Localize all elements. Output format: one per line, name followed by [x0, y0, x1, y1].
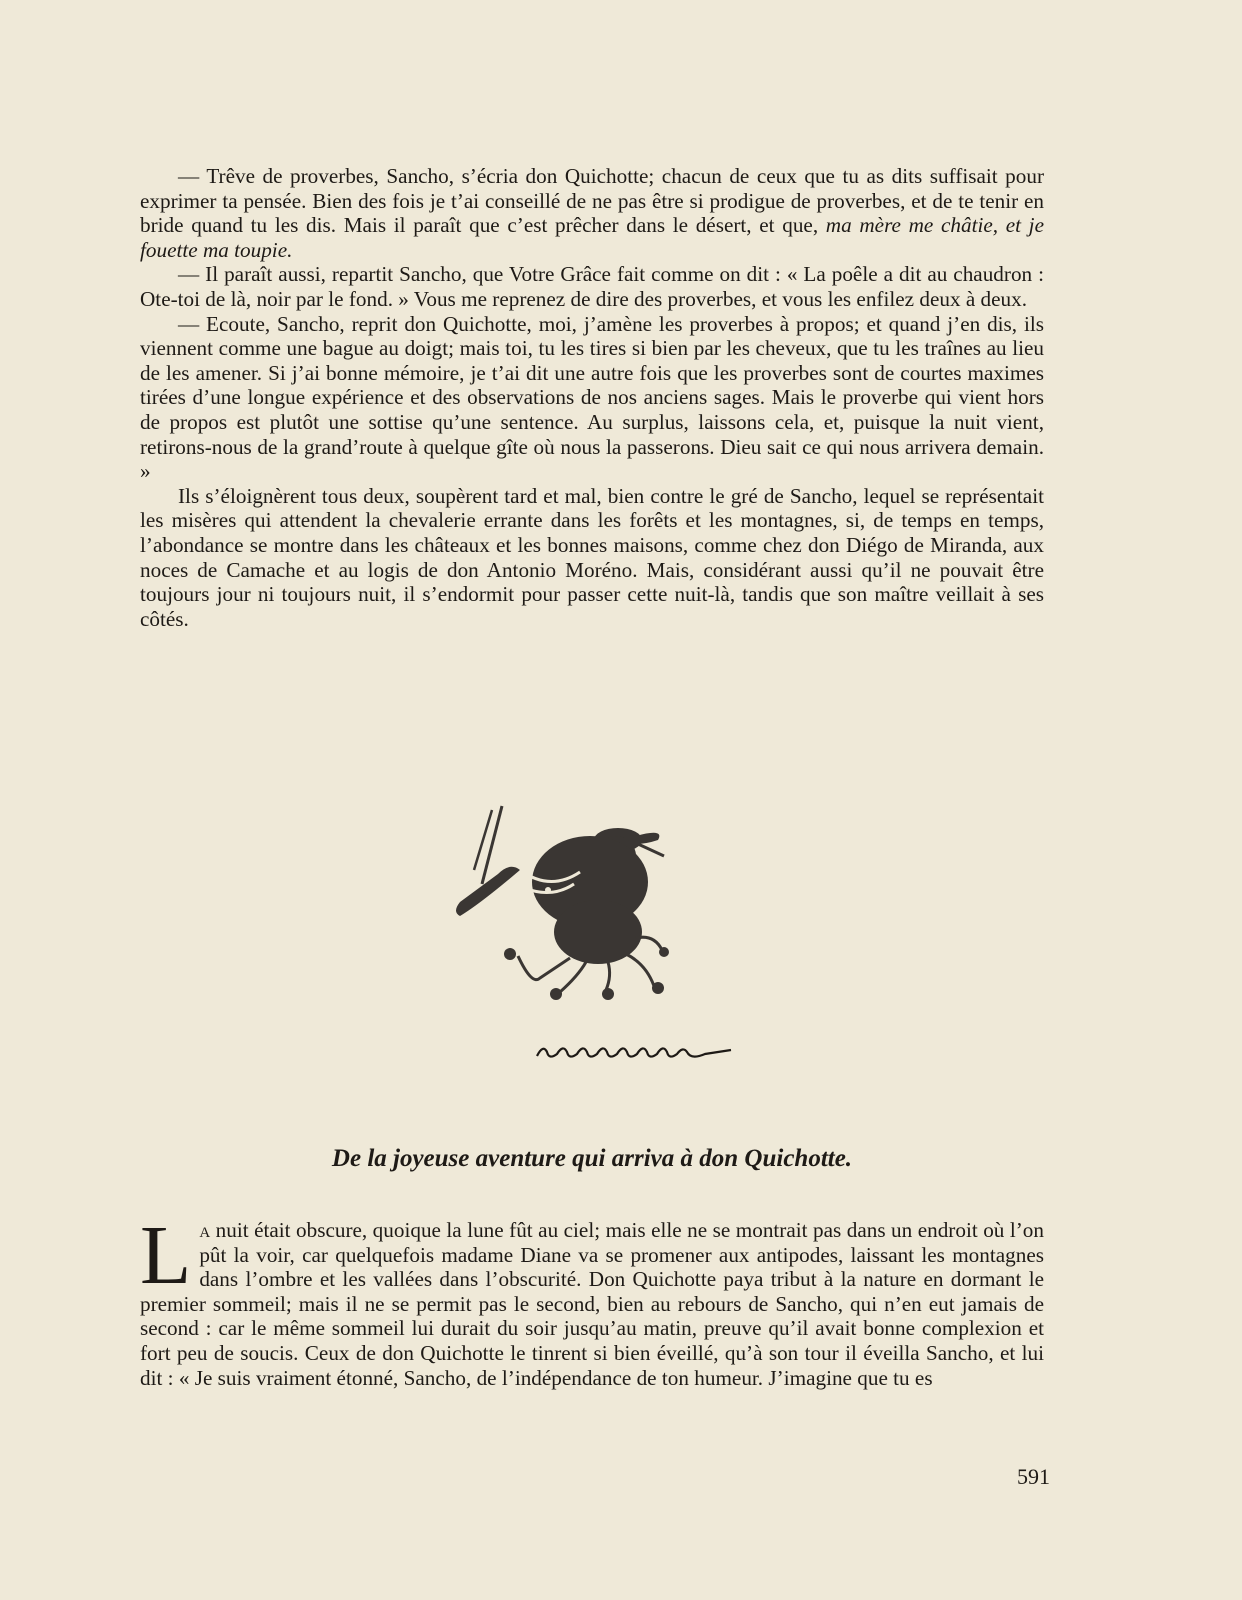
bottom-text-block: [140, 1209, 1044, 1390]
paragraph-3-text: — Ecoute, Sancho, reprit don Quichotte, moi, j’amène les proverbes à propos; et quand j’en dis, ils viennent comme une bague au doigt; mais toi, tu les tires si bien par les cheveux, que tu les traînes au lieu de les amener. Si j’ai bonne mémoire, je t’ai dit une autre fois que les proverbes sont de courtes maximes tirées d’une longue expérience et des observations de nos anciens sages. Mais le proverbe qui vient hors de propos est plutôt une sottise qu’une sentence. Au surplus, laissons cela, et, puisque la nuit vient, retirons-nous de la grand’route à quelque gîte où nous la passerons. Dieu sait ce qui nous arrivera demain. »: [140, 311, 1044, 484]
paragraph-2: [140, 262, 1044, 311]
top-text-block: [140, 164, 1044, 631]
paragraph-4-text: Ils s’éloignèrent tous deux, soupèrent tard et mal, bien contre le gré de Sancho, lequel se représentait les misères qui attendent la chevalerie errante dans les forêts et les montagnes, si, de temps en temps, l’abondance se montre dans les châteaux et les bonnes maisons, comme chez don Diégo de Miranda, aux noces de Camache et au logis de don Antonio Moréno. Mais, considérant aussi qu’il ne pouvait être toujours jour ni toujours nuit, il s’endormit pour passer cette nuit-là, tandis que son maître veillait à ses côtés.: [140, 483, 1044, 631]
paragraph-1-italic-proverb: ma mère me châtie, et je fouette ma toupie.: [140, 213, 1044, 262]
chapter-title: De la joyeuse aventure qui arriva à don Quichotte.: [331, 1145, 853, 1172]
round-figure-silhouette-icon: [440, 800, 760, 1000]
paragraph-2-text: — Il paraît aussi, repartit Sancho, que Votre Grâce fait comme on dit : « La poêle a dit au chaudron : Ote-toi de là, noir par le fond. » Vous me reprenez de dire des proverbes, et vous les enfilez deux à deux.: [140, 262, 1044, 311]
opening-paragraph: [140, 1209, 1044, 1390]
loop-flourish-icon: [535, 1036, 735, 1066]
drop-cap: L: [140, 1209, 192, 1302]
paragraph-4: [140, 484, 1044, 632]
opening-paragraph-text: nuit était obscure, quoique la lune fût au ciel; mais elle ne se montrait pas dans un endroit où l’on pût la voir, car quelquefois madame Diane va se promener aux antipodes, laissant les montagnes dans l’ombre et les vallées dans l’obscurité. Don Quichotte paya tribut à la nature en dormant le premier sommeil; mais il ne se permit pas le second, bien au rebours de Sancho, qui n’en eut jamais de second : car le même sommeil lui durait du soir jusqu’au matin, preuve qu’il avait bonne complexion et fort peu de soucis. Ceux de don Quichotte le tinrent si bien éveillé, qu’à son tour il éveilla Sancho, et lui dit : « Je suis vraiment étonné, Sancho, de l’indépendance de ton humeur. J’imagine que tu es: [140, 1218, 1044, 1390]
paragraph-1: [140, 164, 1044, 262]
paragraph-1-text: — Trêve de proverbes, Sancho, s’écria don Quichotte; chacun de ceux que tu as dits suffisait pour exprimer ta pensée. Bien des fois je t’ai conseillé de ne pas être si prodigue de proverbes, et de te tenir en bride quand tu les dis. Mais il paraît que c’est prêcher dans le désert, et que,: [140, 164, 1044, 238]
first-word-rest: a: [199, 1218, 211, 1242]
paragraph-3: [140, 312, 1044, 484]
page-number: 591: [1017, 1464, 1050, 1489]
